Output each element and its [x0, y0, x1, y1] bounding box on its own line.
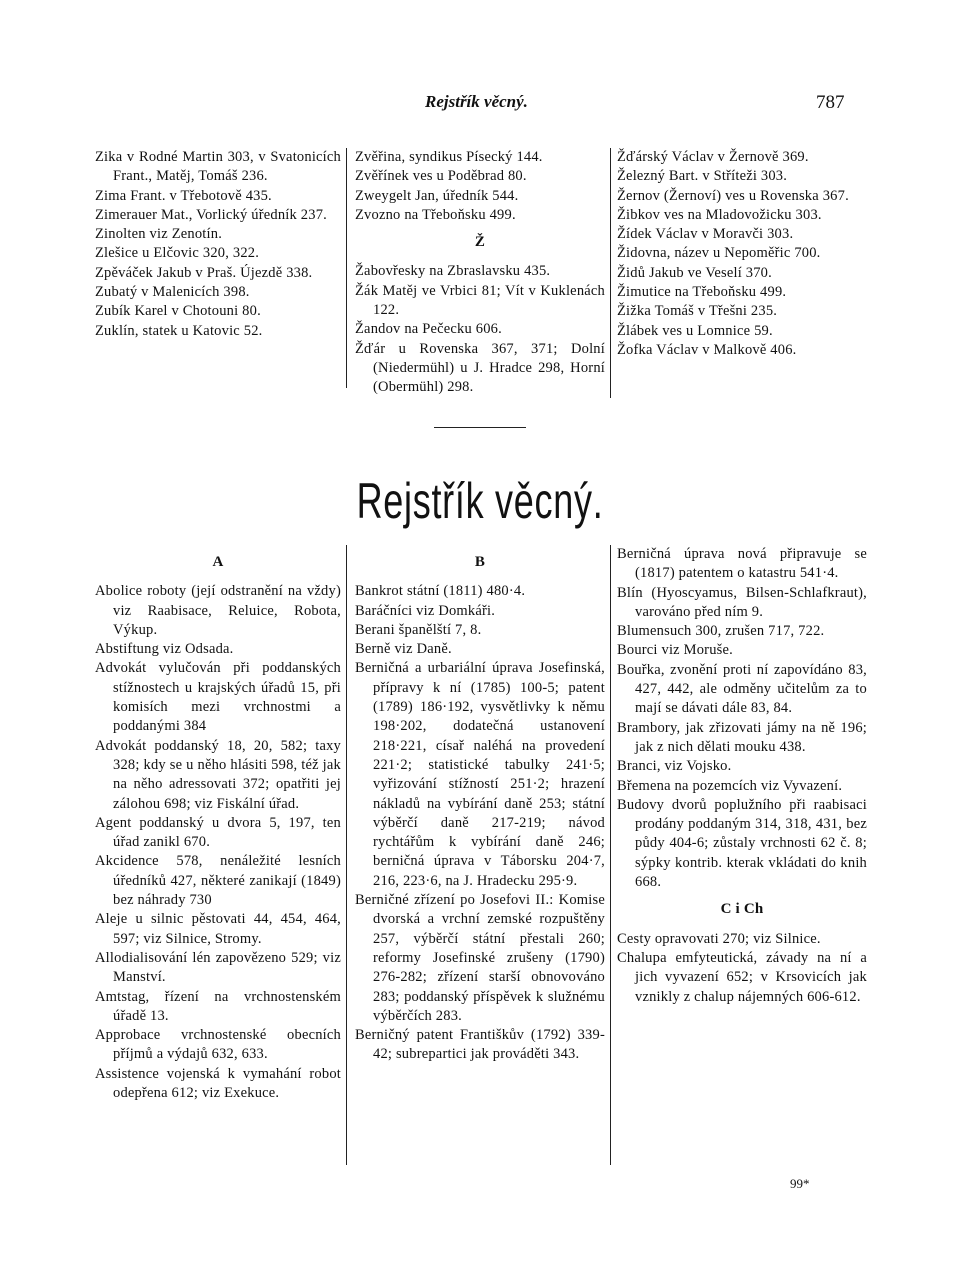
- list-item: Branci, viz Vojsko.: [617, 758, 732, 775]
- list-item: Advokát poddanský 18, 20, 582; taxy 328; kdy se u něho hlásiti 598, též jak na něho adressovati 372; opatřiti jej zálohou 698; viz Fiskální úřad.: [95, 737, 341, 812]
- list-item: Zinolten viz Zenotín.: [95, 226, 223, 243]
- list-item: Židovna, název u Nepoměřic 700.: [617, 245, 821, 262]
- list-item: Berničné zřízení po Josefovi II.: Komise dvorská a vrchní zemské rozpuštěny 257, výběrčí státní přestali 260; reformy Josefinské zrušeny (1790) 276-282; zřízení starší obnovováno 283; poddanský příspěvek k služnému výběrčích 283.: [355, 892, 605, 1024]
- list-item: Berně viz Daně.: [355, 641, 452, 658]
- list-item: Břemena na pozemcích viz Vyvazení.: [617, 777, 843, 794]
- index-column-3: [617, 545, 867, 1007]
- list-item: Zubatý v Malenicích 398.: [95, 284, 250, 301]
- list-item: Chalupa emfyteutická, závady na ní a jich vyvazení 652; v Krsovicích jak vznikly z chalup nájemných 606-612.: [617, 949, 867, 1005]
- list-item: Žimutice na Třeboňsku 499.: [617, 284, 787, 301]
- column-divider: [610, 148, 611, 398]
- list-item: Bourci viz Moruše.: [617, 642, 733, 659]
- letter-heading: Ž: [474, 234, 486, 251]
- page-number: 787: [816, 92, 845, 113]
- top-column-2: [355, 148, 605, 398]
- list-item: Blumensuch 300, zrušen 717, 722.: [617, 623, 825, 640]
- list-item: Berničná a urbariální úprava Josefinská, přípravy k ní (1785) 100-5; patent (1789) 186·192, vysvětlivky k němu 198·202, dodatečná ustanovení 218·221, císař naléhá na provedení 221·2; statistické tabulky 241·5; vyřizování stížností 251·2; hrazení nákladů na vybírání daně 253; státní výběrčí daně 217-219; návod rychtářům k vybírání daně 246; berničná úprava v Táborsku 204·7, 216, 223·6, na J. Hradecku 295·9.: [355, 660, 605, 889]
- list-item: Akcidence 578, nenáležité lesních úředníků 427, některé zanikají (1849) bez náhrady 730: [95, 853, 341, 909]
- list-item: Žídek Václav v Moravči 303.: [617, 226, 794, 243]
- list-item: Assistence vojenská k vymahání robot odepřena 612; viz Exekuce.: [95, 1065, 341, 1102]
- list-item: Bankrot státní (1811) 480·4.: [355, 583, 526, 600]
- column-divider: [610, 545, 611, 1165]
- section-separator: [434, 427, 526, 428]
- list-item: Approbace vrchnostenské obecních příjmů a výdajů 632, 633.: [95, 1027, 341, 1063]
- list-item: Blín (Hyoscyamus, Bilsen-Schlafkraut), varováno před ním 9.: [617, 584, 867, 620]
- list-item: Židů Jakub ve Veselí 370.: [617, 264, 772, 281]
- list-item: Žďárský Václav v Žernově 369.: [617, 149, 809, 165]
- column-divider: [346, 148, 347, 388]
- list-item: Železný Bart. v Stříteži 303.: [617, 168, 788, 185]
- list-item: Žabovřesky na Zbraslavsku 435.: [355, 263, 551, 280]
- list-item: Bouřka, zvonění proti ní zapovídáno 83, 427, 442, ale odměny učitelům za to mají se dávati dále 83, 84.: [617, 661, 867, 717]
- list-item: Agent poddanský u dvora 5, 197, ten úřad zanikl 670.: [95, 814, 341, 851]
- list-item: Zubík Karel v Chotouni 80.: [95, 303, 261, 320]
- list-item: Žernov (Žernoví) ves u Rovenska 367.: [617, 187, 849, 204]
- list-item: Zweygelt Jan, úředník 544.: [355, 187, 519, 204]
- list-item: Žlábek ves u Lomnice 59.: [617, 322, 773, 339]
- list-item: Abstiftung viz Odsada.: [95, 641, 234, 658]
- list-item: Berani španělští 7, 8.: [355, 621, 482, 638]
- list-item: Berničná úprava nová připravuje se (1817) patentem o katastru 541·4.: [617, 546, 867, 582]
- running-title: Rejstřík věcný.: [425, 92, 528, 111]
- list-item: Zpěváček Jakub v Praš. Újezdě 338.: [95, 264, 313, 281]
- letter-heading: C i Ch: [720, 901, 764, 918]
- index-column-1: [95, 545, 341, 1103]
- list-item: Zvěřina, syndikus Písecký 144.: [355, 149, 543, 165]
- list-item: Zima Frant. v Třebotově 435.: [95, 187, 272, 204]
- list-item: Cesty opravovati 270; viz Silnice.: [617, 930, 821, 947]
- top-column-1: [95, 148, 341, 341]
- list-item: Žižka Tomáš v Třešni 235.: [617, 303, 778, 320]
- list-item: Žofka Václav v Malkově 406.: [617, 341, 797, 358]
- list-item: Zvěřínek ves u Poděbrad 80.: [355, 168, 527, 185]
- list-item: Žibkov ves na Mladovožicku 303.: [617, 206, 822, 223]
- list-item: Zimerauer Mat., Vorlický úředník 237.: [95, 206, 327, 223]
- list-item: Aleje u silnic pěstovati 44, 454, 464, 597; viz Silnice, Stromy.: [95, 911, 341, 947]
- list-item: Budovy dvorů poplužního při raabisaci prodány poddaným 314, 318, 431, bez půdy 404-6; zůstaly vrchnosti 62 č. 8; sýpky kontrib. kterak vkládati do knih 668.: [617, 796, 867, 891]
- list-item: Baráčníci viz Domkáři.: [355, 602, 496, 619]
- page-header: [0, 92, 960, 122]
- list-item: Abolice roboty (její odstranění na vždy) viz Raabisace, Reluice, Robota, Výkup.: [95, 583, 341, 638]
- list-item: Žďár u Rovenska 367, 371; Dolní (Niedermühl) u J. Hradce 298, Horní (Obermühl) 298.: [355, 340, 605, 396]
- list-item: Zvozno na Třeboňsku 499.: [355, 206, 516, 223]
- letter-heading: A: [212, 554, 224, 570]
- list-item: Amtstag, řízení na vrchnostenském úřadě 13.: [95, 988, 341, 1024]
- list-item: Allodialisování lén zapovězeno 529; viz Manství.: [95, 949, 341, 986]
- list-item: Brambory, jak zřizovati jámy na ně 196; jak z nich dělati mouku 438.: [617, 719, 867, 755]
- list-item: Zuklín, statek u Katovic 52.: [95, 322, 263, 339]
- list-item: Berničný patent Františkův (1792) 339-42; subrepartici jak prováděti 343.: [355, 1027, 605, 1063]
- list-item: Advokát vylučován při poddanských stížnostech u krajských úřadů 15, při komisích mezi vrchnostmi a poddanými 384: [95, 660, 341, 735]
- column-divider: [346, 545, 347, 1165]
- letter-heading: B: [474, 554, 486, 570]
- signature-mark: 99*: [790, 1176, 810, 1191]
- section-title: Rejstřík věcný.: [356, 473, 604, 529]
- list-item: Žandov na Pečecku 606.: [355, 321, 502, 338]
- index-column-2: [355, 545, 605, 1065]
- top-column-3: [617, 148, 867, 360]
- list-item: Žák Matěj ve Vrbici 81; Vít v Kuklenách 122.: [355, 282, 605, 319]
- list-item: Zlešice u Elčovic 320, 322.: [95, 245, 260, 262]
- list-item: Zika v Rodné Martin 303, v Svatonicích Frant., Matěj, Tomáš 236.: [95, 149, 341, 185]
